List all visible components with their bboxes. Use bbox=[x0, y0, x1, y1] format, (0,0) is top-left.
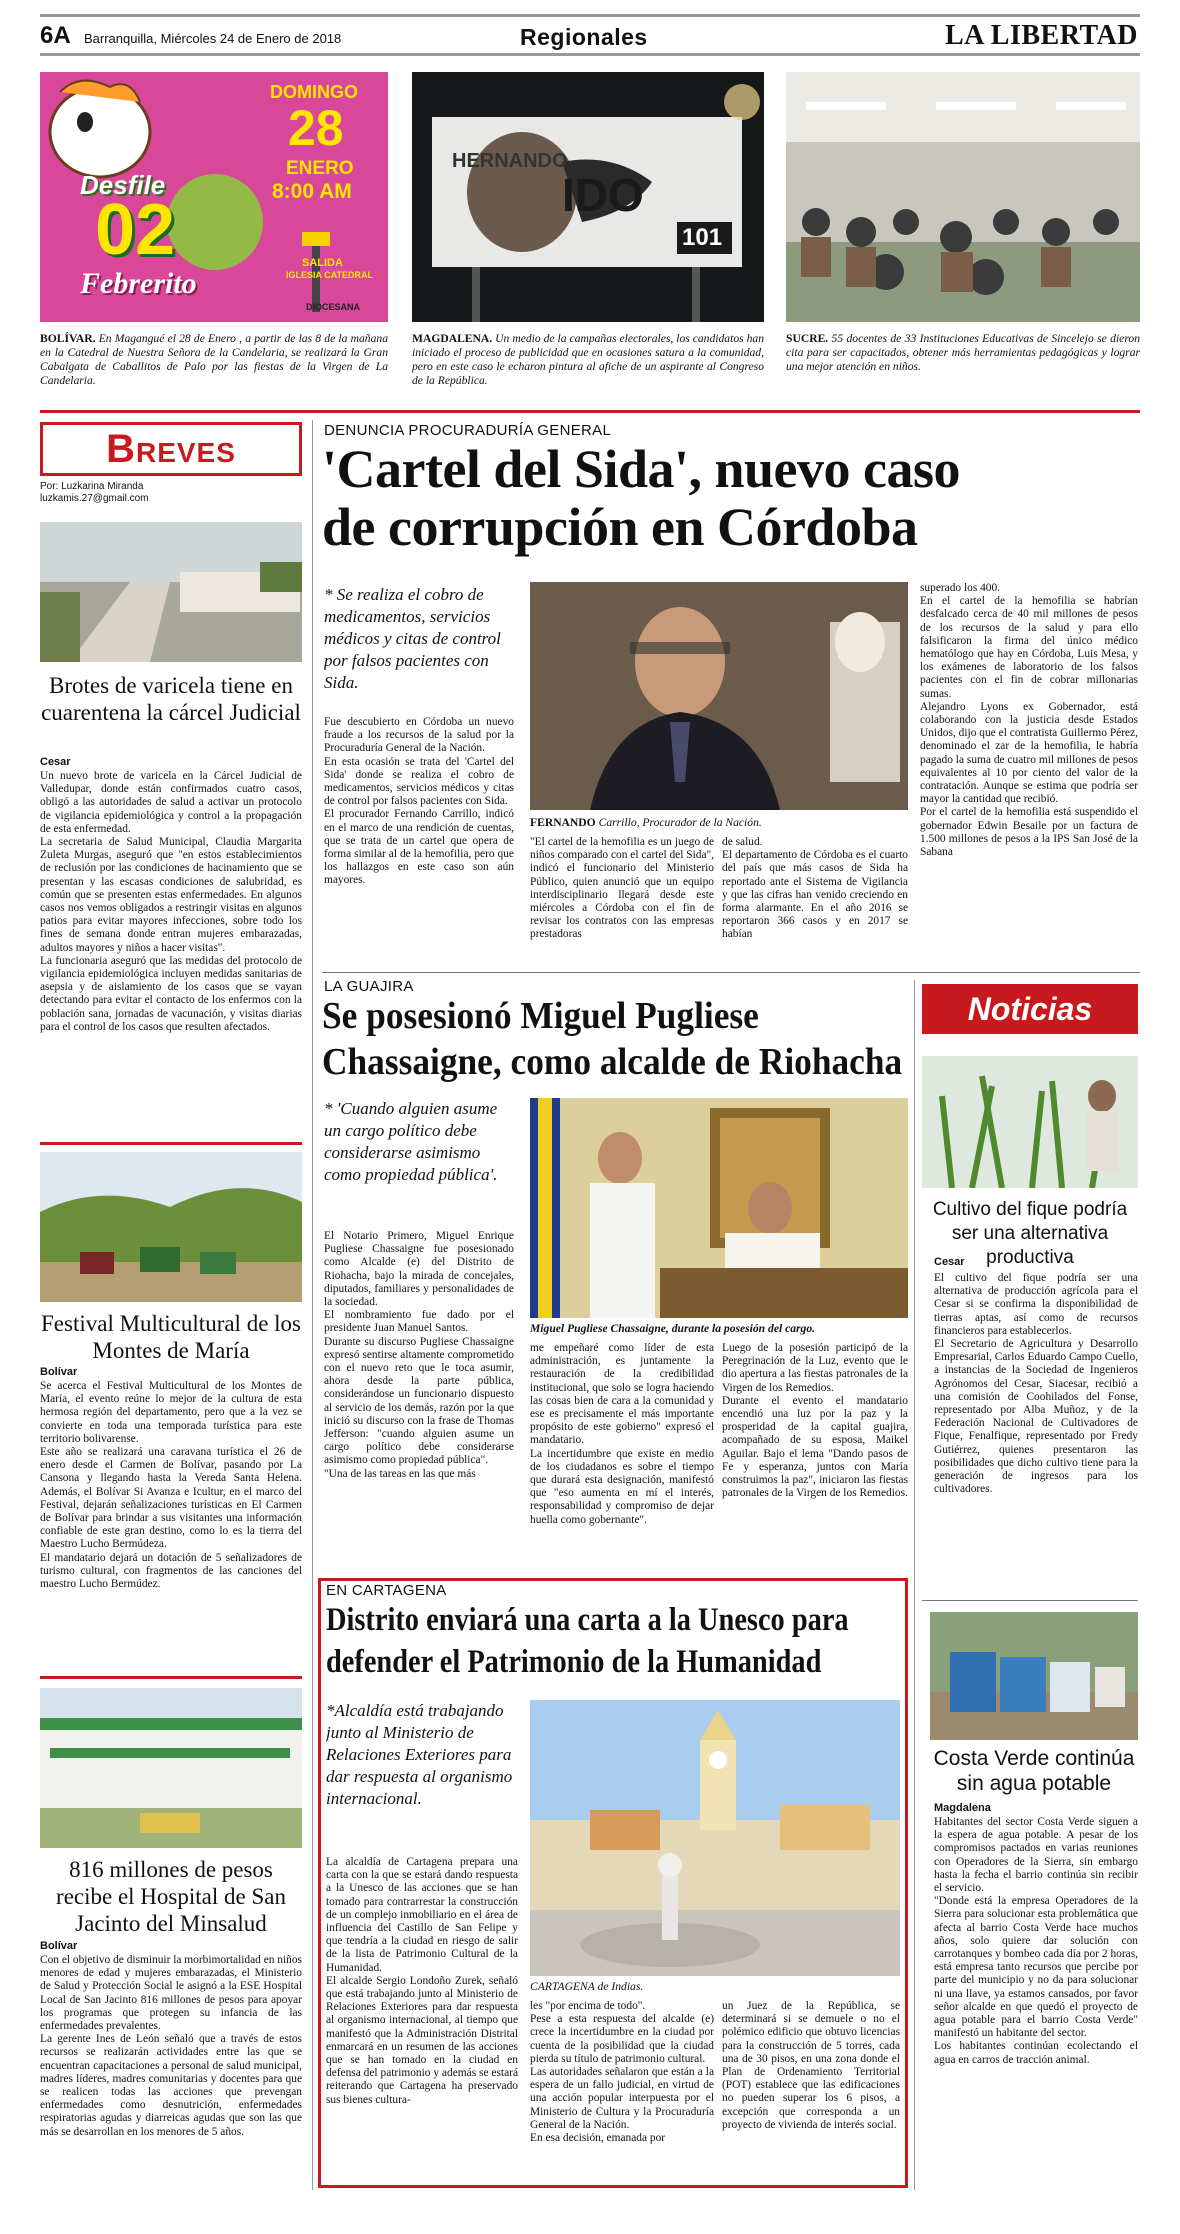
noticia-2-location: Magdalena bbox=[934, 1802, 991, 1814]
guajira-kicker: LA GUAJIRA bbox=[324, 978, 414, 995]
main-col4-p1: superado los 400. bbox=[920, 582, 1001, 594]
main-col4-p3: Alejandro Lyons ex Gobernador, está colaborando con la justicia desde Estados Unidos, dijo que el contratista Guillermo Pérez, denominado el zar de la hemofilia, le habría pagado la suma de cuatro mil millones de pesos equivalentes al 10 por ciento del valor de la contratación. Aunque se estima que podría ser mayor la cantidad que recibió. bbox=[920, 700, 1138, 806]
desfile-poster bbox=[40, 72, 388, 322]
cartagena-subhead: *Alcaldía está trabajando junto al Ministerio de Relaciones Exteriores para dar respuesta al organismo internacional. bbox=[326, 1701, 513, 1808]
cartagena-col2-p2: Pese a esta respuesta del alcalde (e) crece la incertidumbre en la ciudad por cuenta de la posibilidad que la ciudad pierda su título de patrimonio cultural. bbox=[530, 2013, 714, 2065]
guajira-headline-line2: Chassaigne, como alcalde de Riohacha bbox=[322, 1041, 903, 1083]
desfile-caption bbox=[40, 332, 388, 404]
desfile-diocesana: DIOCESANA bbox=[306, 302, 361, 312]
main-col4-p4: Por el cartel de la hemofilia está suspendido el gobernador Edwin Besaile por un factura de 1.500 millones de pesos a la IPS San José de la Sabana bbox=[920, 806, 1138, 859]
cartagena-caption: CARTAGENA de Indias. bbox=[530, 1980, 644, 1993]
pugliese-photo bbox=[530, 1098, 908, 1318]
breves-email: luzkamis.27@gmail.com bbox=[40, 493, 149, 504]
desfile-day-name: DOMINGO bbox=[270, 82, 358, 102]
cartagena-col1-p2: El alcalde Sergio Londoño Zurek, señaló que está trabajando junto al Ministerio de Relaciones Exteriores para dar respuesta al organismo internacional, al tiempo que manifestó que la Administración Distrital enmarcará en un resumen de las acciones que se han tomado en la ciudad en defensa del patrimonio y además se estará reiterando que Cartagena ha preservado sus bienes cultura- bbox=[326, 1974, 518, 2106]
varicela-photo-art bbox=[40, 522, 302, 662]
classroom-caption bbox=[786, 332, 1140, 404]
costa-verde-photo-art bbox=[930, 1612, 1138, 1740]
billboard-name-a: HERNANDO bbox=[452, 150, 568, 172]
cartagena-col2-p4: En esa decisión, emanada por bbox=[530, 2132, 666, 2145]
desfile-time: 8:00 AM bbox=[272, 180, 352, 203]
main-col2 bbox=[530, 836, 714, 968]
guajira-col2-p1: me empeñaré como líder de esta administración, es juntamente la restauración de la credibilidad institucional, que solo se logra haciendo las cosas bien de cara a la comunidad y ese es precisamente el más importante propósito de este gobierno" expresó el mandatario. bbox=[530, 1342, 714, 1447]
guajira-col2 bbox=[530, 1342, 714, 1570]
hospital-photo-art bbox=[40, 1688, 302, 1848]
guajira-col3-p2: Durante el evento el mandatario encendió una luz por la paz y la prosperidad de la capital guajira, acompañado de su esposa, Maikel Aguilar. Bajo el lema "Dando pasos de Fe y esperanza, juntos con María construimos la paz", iniciaron las fiestas patronales de la Virgen de los Remedios. bbox=[722, 1394, 908, 1500]
noticia-2-body bbox=[934, 1816, 1138, 2182]
guajira-col1 bbox=[324, 1230, 514, 1570]
header-date: Barranquilla, Miércoles 24 de Enero de 2018 bbox=[84, 31, 342, 46]
cartagena-headline-line2: defender el Patrimonio de la Humanidad bbox=[326, 1644, 822, 1680]
desfile-day-num: 28 bbox=[288, 100, 344, 156]
main-col4 bbox=[920, 582, 1138, 968]
guajira-subhead: * 'Cuando alguien asume un cargo político debe considerarse asimismo como propiedad pública'. bbox=[324, 1099, 498, 1184]
main-story-bottom-rule bbox=[322, 972, 1140, 973]
top-row-divider bbox=[40, 410, 1140, 413]
billboard-caption-lead: MAGDALENA. bbox=[412, 332, 493, 345]
classroom-photo bbox=[786, 72, 1140, 322]
noticia-1-divider bbox=[922, 1600, 1138, 1601]
breve-2-headline: Festival Multicultural de los Montes de María bbox=[41, 1311, 301, 1363]
breves-author: Por: Luzkarina Miranda bbox=[40, 481, 144, 492]
noticia-1-p1: El cultivo del fique podría ser una alternativa de producción agrícola para el Cesar si se confirma la disponibilidad de tierras aptas, así como de recursos financieros para establecerlos. bbox=[934, 1272, 1138, 1337]
billboard-caption-text: Un medio de la campañas electorales, los candidatos han iniciado el proceso de publicidad que en ocasiones satura a la comunidad, pero en este caso le echaron pintura al afiche de un aspirante al Congreso de la República. bbox=[412, 332, 764, 387]
desfile-caption-lead: BOLÍVAR. bbox=[40, 332, 96, 345]
classroom-caption-lead: SUCRE. bbox=[786, 332, 829, 345]
cartagena-col2-p1: les "por encima de todo". bbox=[530, 2000, 646, 2012]
carrillo-photo-art bbox=[530, 582, 908, 810]
main-col1 bbox=[324, 716, 514, 968]
cartagena-col1-p1: La alcaldía de Cartagena prepara una carta con la que se estará dando respuesta a la Unesco de las acciones que se han tomado para contrarrestar la construcción de un complejo inmobiliario en el área de influencia del Castillo de San Felipe y que tendría a la ciudad en riesgo de salir de la lista de Patrimonio Cultural de la Humanidad. bbox=[326, 1856, 518, 1974]
cartagena-photo bbox=[530, 1700, 900, 1976]
main-col3-p1: de salud. bbox=[722, 836, 763, 848]
hospital-photo bbox=[40, 1688, 302, 1848]
breve-2-body bbox=[40, 1380, 302, 1672]
desfile-month: Febrerito bbox=[80, 267, 197, 300]
breve-1-headline: Brotes de varicela tiene en cuarentena la cárcel Judicial bbox=[41, 673, 301, 725]
breve-2-location: Bolívar bbox=[40, 1366, 78, 1378]
fique-photo-art bbox=[922, 1056, 1138, 1188]
noticia-1-body bbox=[934, 1272, 1138, 1560]
main-subhead: * Se realiza el cobro de medicamentos, servicios médicos y citas de control por falsos pacientes con Sida. bbox=[324, 585, 501, 692]
billboard-name-b: IDO bbox=[562, 169, 644, 221]
festival-photo-art bbox=[40, 1152, 302, 1302]
main-kicker: DENUNCIA PROCURADURÍA GENERAL bbox=[324, 422, 612, 439]
billboard-number: 101 bbox=[682, 224, 723, 251]
breves-title: Breves bbox=[106, 427, 236, 471]
desfile-month-name: ENERO bbox=[286, 158, 354, 179]
cartagena-kicker: EN CARTAGENA bbox=[326, 1582, 447, 1599]
breve-1-divider bbox=[40, 1142, 302, 1145]
guajira-col3-p1: Luego de la posesión participó de la Peregrinación de la Luz, evento que le dio apertura a las fiestas patronales de la Virgen de los Remedios. bbox=[722, 1342, 908, 1394]
section-name: Regionales bbox=[520, 24, 648, 50]
breve-1-location: Cesar bbox=[40, 756, 71, 768]
cartagena-col3 bbox=[722, 2000, 900, 2182]
guajira-col2-p2: La incertidumbre que existe en medio de los ciudadanos es sobre el tiempo que durará esta designación, manifestó que "eso aumenta en mí el interés, responsabilidad y compromiso de dejar huella como gobernante". bbox=[530, 1447, 714, 1526]
carrillo-caption bbox=[530, 816, 908, 832]
main-col4-p2: En el cartel de la hemofilia se habrían desfalcado cerca de 40 mil millones de pesos de los recursos de la salud y para ello falsificaron la firma del único médico hematólogo que hay en Córdoba, Luis Mesa, y los exámenes de laboratorio de los falsos pacientes con el fin de cobrar millonarias sumas. bbox=[920, 595, 1138, 700]
noticias-column-divider bbox=[914, 980, 915, 2190]
carrillo-caption-lead: FERNANDO bbox=[530, 816, 596, 829]
noticia-2-p3: Los habitantes continúan ecolectando el agua en carros de tracción animal. bbox=[934, 2040, 1138, 2066]
breve-3-location: Bolívar bbox=[40, 1940, 78, 1952]
guajira-col3 bbox=[722, 1342, 908, 1570]
classroom-photo-art bbox=[786, 72, 1140, 322]
breve-3-body bbox=[40, 1954, 302, 2182]
header-top-rule bbox=[40, 14, 1140, 17]
classroom-caption-text: 55 docentes de 33 Instituciones Educativas de Sincelejo se dieron cita para ser capacitados, obtener más herramientas pedagógicas y lograr una mejor atención en niños. bbox=[786, 332, 1140, 373]
cartagena-col1 bbox=[326, 1856, 518, 2182]
noticia-2-p1: Habitantes del sector Costa Verde siguen a la espera de agua potable. A pesar de los compromisos pactados en varias reuniones con Operadores de la Sierra, sin embargo hasta la fecha el barrio continúa sin recibir el servicio. bbox=[934, 1816, 1138, 1895]
costa-verde-photo bbox=[930, 1612, 1138, 1740]
main-col1-p2: En esta ocasión se trata del 'Cartel del Sida' donde se realiza el cobro de medicamentos, servicios médicos y citas de control por falsos pacientes con Sida. bbox=[324, 755, 514, 808]
carrillo-caption-text: Carrillo, Procurador de la Nación. bbox=[595, 816, 762, 829]
guajira-headline-line1: Se posesionó Miguel Pugliese bbox=[322, 995, 759, 1037]
main-col3 bbox=[722, 836, 908, 968]
cartagena-col3-p1: un Juez de la República, se determinará si se demuele o no el polémico edificio que obtuvo licencias para la construcción de 5 torres, cada una de 30 pisos, en una zona donde el Plan de Ordenamiento Territorial (POT) establece que las edificaciones no pueden superar los 6 pisos, a excepción que corresponda a un proyecto de vivienda de interés social. bbox=[722, 2000, 900, 2131]
breve-1-p1: Un nuevo brote de varicela en la Cárcel Judicial de Valledupar, donde están confirmados cuatro casos, obligó a las autoridades de salud a activar un protocolo de vigilancia epidemiológica y control a la propagación de esta enfermedad. bbox=[40, 770, 302, 835]
desfile-caption-text: En Magangué el 28 de Enero , a partir de las 8 de la mañana en la Catedral de Nuestra Señora de la Candelaria, se realizará la Gran Cabalgata de Caballitos de Palo por las fiestas de la Virgen de La Candelaria. bbox=[40, 332, 388, 387]
breve-3-headline: 816 millones de pesos recibe el Hospital de San Jacinto del Minsalud bbox=[56, 1857, 286, 1936]
billboard-photo bbox=[412, 72, 764, 322]
billboard-caption bbox=[412, 332, 764, 404]
noticia-1-headline: Cultivo del fique podría ser una alternativa productiva bbox=[932, 1199, 1128, 1268]
cartagena-headline-line1: Distrito enviará una carta a la Unesco para bbox=[326, 1602, 849, 1638]
breve-2-p3: El mandatario dejará un dotación de 5 señalizadores de turismo cultural, con fragmentos de las canciones del maestro Lucho Bermúdez. bbox=[40, 1551, 302, 1591]
cartagena-col2-p3: Las autoridades señalaron que están a la espera de un fallo judicial, en virtud de una acción popular interpuesta por el Ministerio de Cultura y la Procuraduría General de la Nación. bbox=[530, 2066, 714, 2131]
noticia-1-p2: El Secretario de Agricultura y Desarrollo Empresarial, Carlos Eduardo Campo Cuello, a instancias de la Sociedad de Ingenieros Agrónomos del Cesar, Siacesar, recibió a una comisión de Coohilados del Fonse, representado por Alba Muñoz, y de la Federación Nacional de Cultivadores de Fique, Fenalfique, representado por Fredy Gutiérrez, quienes presentaron las posibilidades que dicho cultivo tiene para la generación de ingresos para los cultivadores. bbox=[934, 1338, 1138, 1496]
main-col1-p3: El procurador Fernando Carrillo, indicó en el marco de una rendición de cuentas, que se trata de un cartel que opera de forma similar al de la hemofilia, pero que los hallazgos en este caso son aún mayores. bbox=[324, 808, 514, 887]
newspaper-name: LA LIBERTAD bbox=[944, 20, 1138, 51]
pugliese-photo-art bbox=[530, 1098, 908, 1318]
fique-photo bbox=[922, 1056, 1138, 1188]
main-col3-p2: El departamento de Córdoba es el cuarto del país que más casos de Sida ha reportado ante el Sistema de Vigilancia y que las cifras han venido creciendo en forma alarmante. En el año 2016 se reportaron 366 casos y en 2017 se habían bbox=[722, 849, 908, 941]
noticia-2-p2: "Donde está la empresa Operadores de la Sierra para solucionar esta problemática que afecta al barrio Costa Verde hace muchos años, solo quiere dar solución con carrotanques y bombeo cada día por 2 horas, está empresa tanto recursos que percibe por parte del municipio y no da para solucionar ni una llave, ya estamos cansados, por favor señor alcalde en que quedó el proyecto de agua potable para el barrio Costa Verde" manifestó un habitante del sector. bbox=[934, 1895, 1138, 2040]
desfile-salida: SALIDA bbox=[302, 257, 343, 269]
page-number: 6A bbox=[40, 22, 71, 49]
carrillo-photo bbox=[530, 582, 908, 810]
cartagena-col2 bbox=[530, 2000, 714, 2182]
noticia-2-headline: Costa Verde continúa sin agua potable bbox=[933, 1747, 1135, 1795]
varicela-photo bbox=[40, 522, 302, 662]
breve-2-p1: Se acerca el Festival Multicultural de los Montes de María, el evento reúne lo mejor de la cultura de esta hermosa región del departamento, pero que a la vez se convierte en toda una temporada turística para este territorio bolivarense. bbox=[40, 1380, 302, 1445]
main-headline-line2: de corrupción en Córdoba bbox=[322, 497, 918, 557]
desfile-word: Desfile bbox=[80, 170, 166, 200]
breve-3-p2: La gerente Ines de León señaló que a través de estos recursos se realizarán actividades entre las que se encuentran capacitaciones a personal de salud municipal, madres líderes, madres comunitarias y docentes para que se realicen todas las acciones que prevengan enfermedades como desnutrición, enfermedades respiratorias agudas y diarreicas agudas que son las que más se desarrollan en los menores de 5 años. bbox=[40, 2033, 302, 2138]
noticia-1-location: Cesar bbox=[934, 1256, 965, 1268]
breves-column-divider bbox=[312, 420, 313, 2190]
pugliese-caption: Miguel Pugliese Chassaigne, durante la posesión del cargo. bbox=[530, 1322, 816, 1335]
guajira-col1-p2: El nombramiento fue dado por el presidente Juan Manuel Santos. bbox=[324, 1309, 514, 1335]
guajira-col1-p3: Durante su discurso Pugliese Chassaigne expresó sentirse altamente comprometido con el nuevo reto que le toca asumir, ahora desde la parte pública, considerándose un funcionario dispuesto al servicio de los demás, razón por la que inició su discurso con la frase de Thomas Jefferson: "cuando alguien asume un cargo político debe considerarse asimismo como propiedad pública". bbox=[324, 1335, 514, 1467]
breve-2-divider bbox=[40, 1676, 302, 1679]
guajira-col1-p4: "Una de las tareas en las que más bbox=[324, 1467, 476, 1480]
breve-1-body bbox=[40, 770, 302, 1142]
festival-photo bbox=[40, 1152, 302, 1302]
desfile-number: 02 bbox=[95, 190, 176, 270]
guajira-col1-p1: El Notario Primero, Miguel Enrique Pugliese Chassaigne fue posesionado como Alcalde (e) del Distrito de Riohacha, bajo la mirada de concejales, diputados, familiares y personalidades de la sociedad. bbox=[324, 1230, 514, 1309]
header-bottom-rule bbox=[40, 53, 1140, 56]
breve-3-p1: Con el objetivo de disminuir la morbimortalidad en niños menores de edad y mujeres embarazadas, el Ministerio de Salud y Protección Social le asignó a la ESE Hospital Local de San Jacinto 816 millones de pesos para apoyar los programas que protegen su infancia de las enfermedades prevalentes. bbox=[40, 1954, 302, 2033]
main-col2-p1: "El cartel de la hemofilia es un juego de niños comparado con el cartel del Sida", indicó el funcionario del Ministerio Público, quien anunció que un equipo interdisciplinario llegará desde este miércoles a Córdoba con el fin de revisar los contratos con las empresas prestadoras bbox=[530, 836, 714, 941]
main-col1-p1: Fue descubierto en Córdoba un nuevo fraude a los recursos de la salud por la Procuraduría General de la Nación. bbox=[324, 716, 514, 755]
cartagena-photo-art bbox=[530, 1700, 900, 1976]
breve-1-p3: La funcionaria aseguró que las medidas del protocolo de vigilancia epidemiológica incluyen medidas sanitarias de asepsia y de aislamiento de los casos que se vayan detectando para evitar el contacto de los enfermos con la población sana, jornadas de vacunación, y visitas diarias para el control de los casos que resulten afectados. bbox=[40, 954, 302, 1033]
main-headline-line1: 'Cartel del Sida', nuevo caso bbox=[322, 439, 961, 499]
desfile-salida-place: IGLESIA CATEDRAL bbox=[286, 270, 373, 280]
noticias-title: Noticias bbox=[967, 991, 1093, 1027]
breve-1-p2: La secretaria de Salud Municipal, Claudia Margarita Zuleta Murgas, aseguró que "en estos establecimientos de reclusión por las condiciones de hacinamiento que se presentan y las escasas condiciones de salubridad, es común que se presenten estas enfermedades. En algunos casos nos vemos obligados a restringir visitas en algunos patios para evitar mayores infecciones, sobre todo los fines de semana donde entran mujeres embarazadas, adultos mayores y niños a hacer visitas". bbox=[40, 836, 302, 954]
breve-2-p2: Este año se realizará una caravana turística el 26 de enero desde el Carmen de Bolívar, pasando por La Cansona y llegando hasta la Vereda Santa Helena. Además, el Bolívar Si Avanza e Icultur, en el marco del Festival, dejarán señalizaciones turísticas en El Carmen de Bolívar para brindar a sus visitantes una información confiable de este gran destino, como lo es la tierra del Maestro Lucho Bermúdeza. bbox=[40, 1446, 302, 1551]
